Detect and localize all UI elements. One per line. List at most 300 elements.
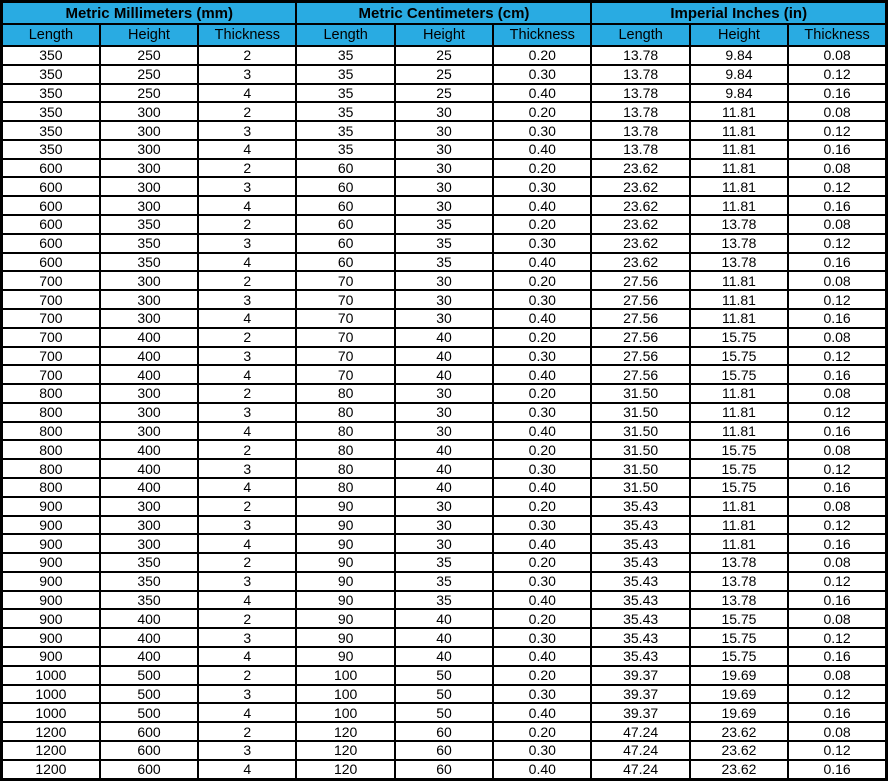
cell: 30 — [395, 102, 493, 121]
cell: 30 — [395, 403, 493, 422]
cell: 30 — [395, 177, 493, 196]
cell: 23.62 — [591, 159, 689, 178]
column-header-row — [2, 24, 887, 46]
cell: 30 — [395, 196, 493, 215]
table-row — [2, 196, 887, 215]
cell: 35 — [395, 215, 493, 234]
cell: 70 — [296, 309, 394, 328]
cell: 90 — [296, 628, 394, 647]
cell: 800 — [2, 384, 100, 403]
table-body — [2, 46, 887, 780]
cell: 2 — [198, 384, 296, 403]
cell: 35 — [296, 121, 394, 140]
col-header-in-length: Length — [591, 24, 689, 46]
cell: 4 — [198, 478, 296, 497]
cell: 13.78 — [591, 65, 689, 84]
cell: 700 — [2, 347, 100, 366]
table-row — [2, 159, 887, 178]
table-row — [2, 497, 887, 516]
cell: 15.75 — [690, 459, 788, 478]
cell: 31.50 — [591, 459, 689, 478]
cell: 80 — [296, 422, 394, 441]
cell: 0.30 — [493, 459, 591, 478]
cell: 15.75 — [690, 347, 788, 366]
table-row — [2, 666, 887, 685]
table-row — [2, 102, 887, 121]
cell: 2 — [198, 215, 296, 234]
cell: 35 — [296, 65, 394, 84]
cell: 0.08 — [788, 159, 886, 178]
table-row — [2, 591, 887, 610]
cell: 0.08 — [788, 497, 886, 516]
cell: 400 — [100, 440, 198, 459]
cell: 90 — [296, 497, 394, 516]
cell: 19.69 — [690, 703, 788, 722]
cell: 300 — [100, 159, 198, 178]
cell: 3 — [198, 121, 296, 140]
cell: 100 — [296, 703, 394, 722]
cell: 0.40 — [493, 140, 591, 159]
cell: 15.75 — [690, 628, 788, 647]
cell: 3 — [198, 685, 296, 704]
table-row — [2, 478, 887, 497]
cell: 47.24 — [591, 760, 689, 780]
table-row — [2, 609, 887, 628]
cell: 0.30 — [493, 234, 591, 253]
cell: 0.08 — [788, 553, 886, 572]
cell: 300 — [100, 290, 198, 309]
cell: 31.50 — [591, 478, 689, 497]
cell: 300 — [100, 403, 198, 422]
cell: 9.84 — [690, 46, 788, 65]
cell: 90 — [296, 609, 394, 628]
cell: 0.16 — [788, 534, 886, 553]
cell: 30 — [395, 140, 493, 159]
cell: 3 — [198, 290, 296, 309]
cell: 50 — [395, 703, 493, 722]
cell: 0.12 — [788, 403, 886, 422]
table-row — [2, 572, 887, 591]
cell: 0.12 — [788, 290, 886, 309]
cell: 4 — [198, 760, 296, 780]
cell: 800 — [2, 459, 100, 478]
cell: 30 — [395, 159, 493, 178]
cell: 0.16 — [788, 84, 886, 103]
cell: 4 — [198, 196, 296, 215]
table-row — [2, 534, 887, 553]
table-row — [2, 84, 887, 103]
cell: 0.20 — [493, 46, 591, 65]
table-row — [2, 459, 887, 478]
table-row — [2, 760, 887, 780]
cell: 0.20 — [493, 159, 591, 178]
cell: 400 — [100, 347, 198, 366]
cell: 4 — [198, 365, 296, 384]
cell: 0.16 — [788, 422, 886, 441]
cell: 40 — [395, 647, 493, 666]
cell: 13.78 — [690, 234, 788, 253]
cell: 11.81 — [690, 102, 788, 121]
cell: 300 — [100, 422, 198, 441]
cell: 25 — [395, 84, 493, 103]
cell: 35.43 — [591, 534, 689, 553]
cell: 15.75 — [690, 647, 788, 666]
cell: 400 — [100, 647, 198, 666]
cell: 0.40 — [493, 84, 591, 103]
cell: 23.62 — [690, 722, 788, 741]
cell: 4 — [198, 309, 296, 328]
cell: 2 — [198, 328, 296, 347]
cell: 13.78 — [690, 553, 788, 572]
cell: 15.75 — [690, 365, 788, 384]
cell: 19.69 — [690, 666, 788, 685]
cell: 2 — [198, 440, 296, 459]
cell: 47.24 — [591, 741, 689, 760]
cell: 700 — [2, 309, 100, 328]
cell: 40 — [395, 478, 493, 497]
cell: 4 — [198, 140, 296, 159]
cell: 3 — [198, 572, 296, 591]
cell: 23.62 — [690, 760, 788, 780]
cell: 0.40 — [493, 196, 591, 215]
cell: 0.12 — [788, 628, 886, 647]
cell: 350 — [100, 572, 198, 591]
cell: 600 — [2, 234, 100, 253]
cell: 0.20 — [493, 215, 591, 234]
cell: 900 — [2, 647, 100, 666]
cell: 1200 — [2, 741, 100, 760]
cell: 800 — [2, 422, 100, 441]
cell: 19.69 — [690, 685, 788, 704]
cell: 350 — [100, 591, 198, 610]
cell: 500 — [100, 666, 198, 685]
cell: 0.12 — [788, 347, 886, 366]
cell: 2 — [198, 666, 296, 685]
cell: 3 — [198, 403, 296, 422]
cell: 30 — [395, 516, 493, 535]
cell: 13.78 — [591, 84, 689, 103]
cell: 900 — [2, 609, 100, 628]
cell: 1000 — [2, 685, 100, 704]
cell: 500 — [100, 685, 198, 704]
cell: 11.81 — [690, 196, 788, 215]
cell: 4 — [198, 703, 296, 722]
cell: 39.37 — [591, 685, 689, 704]
cell: 0.30 — [493, 403, 591, 422]
cell: 500 — [100, 703, 198, 722]
cell: 0.20 — [493, 440, 591, 459]
cell: 0.08 — [788, 609, 886, 628]
cell: 27.56 — [591, 328, 689, 347]
cell: 3 — [198, 347, 296, 366]
col-header-cm-height: Height — [395, 24, 493, 46]
cell: 0.20 — [493, 384, 591, 403]
cell: 1200 — [2, 760, 100, 780]
cell: 35 — [296, 46, 394, 65]
table-row — [2, 271, 887, 290]
cell: 400 — [100, 478, 198, 497]
cell: 30 — [395, 534, 493, 553]
table-row — [2, 140, 887, 159]
cell: 40 — [395, 328, 493, 347]
cell: 40 — [395, 440, 493, 459]
cell: 100 — [296, 666, 394, 685]
cell: 2 — [198, 159, 296, 178]
cell: 0.12 — [788, 121, 886, 140]
cell: 700 — [2, 328, 100, 347]
cell: 0.08 — [788, 384, 886, 403]
cell: 300 — [100, 534, 198, 553]
cell: 35.43 — [591, 553, 689, 572]
cell: 27.56 — [591, 365, 689, 384]
cell: 25 — [395, 65, 493, 84]
cell: 900 — [2, 628, 100, 647]
cell: 30 — [395, 121, 493, 140]
cell: 100 — [296, 685, 394, 704]
table-row — [2, 647, 887, 666]
cell: 35.43 — [591, 516, 689, 535]
cell: 250 — [100, 84, 198, 103]
cell: 400 — [100, 609, 198, 628]
cell: 900 — [2, 497, 100, 516]
cell: 2 — [198, 46, 296, 65]
cell: 35 — [296, 140, 394, 159]
cell: 0.08 — [788, 215, 886, 234]
cell: 0.12 — [788, 234, 886, 253]
cell: 600 — [2, 253, 100, 272]
cell: 35 — [395, 553, 493, 572]
cell: 0.30 — [493, 290, 591, 309]
cell: 0.16 — [788, 647, 886, 666]
cell: 40 — [395, 609, 493, 628]
cell: 11.81 — [690, 403, 788, 422]
cell: 600 — [100, 760, 198, 780]
section-header-row — [2, 2, 887, 25]
cell: 2 — [198, 609, 296, 628]
cell: 350 — [2, 121, 100, 140]
cell: 250 — [100, 46, 198, 65]
cell: 600 — [2, 159, 100, 178]
cell: 9.84 — [690, 84, 788, 103]
table-row — [2, 440, 887, 459]
cell: 11.81 — [690, 497, 788, 516]
cell: 13.78 — [591, 121, 689, 140]
cell: 70 — [296, 328, 394, 347]
cell: 600 — [100, 722, 198, 741]
cell: 60 — [296, 196, 394, 215]
table-row — [2, 628, 887, 647]
cell: 0.08 — [788, 328, 886, 347]
cell: 0.30 — [493, 685, 591, 704]
cell: 300 — [100, 309, 198, 328]
cell: 0.40 — [493, 591, 591, 610]
table-row — [2, 290, 887, 309]
cell: 0.08 — [788, 666, 886, 685]
cell: 600 — [100, 741, 198, 760]
cell: 35 — [395, 253, 493, 272]
cell: 31.50 — [591, 440, 689, 459]
cell: 0.20 — [493, 666, 591, 685]
col-header-in-height: Height — [690, 24, 788, 46]
cell: 11.81 — [690, 290, 788, 309]
cell: 2 — [198, 271, 296, 290]
cell: 11.81 — [690, 271, 788, 290]
table-row — [2, 309, 887, 328]
cell: 70 — [296, 271, 394, 290]
cell: 90 — [296, 553, 394, 572]
cell: 0.16 — [788, 591, 886, 610]
cell: 40 — [395, 347, 493, 366]
cell: 300 — [100, 516, 198, 535]
table-row — [2, 234, 887, 253]
cell: 350 — [100, 234, 198, 253]
cell: 250 — [100, 65, 198, 84]
cell: 90 — [296, 591, 394, 610]
cell: 30 — [395, 422, 493, 441]
cell: 90 — [296, 516, 394, 535]
cell: 80 — [296, 478, 394, 497]
cell: 15.75 — [690, 609, 788, 628]
cell: 60 — [296, 159, 394, 178]
cell: 11.81 — [690, 159, 788, 178]
cell: 300 — [100, 497, 198, 516]
cell: 27.56 — [591, 271, 689, 290]
cell: 0.12 — [788, 177, 886, 196]
cell: 0.16 — [788, 703, 886, 722]
cell: 35 — [395, 591, 493, 610]
cell: 40 — [395, 459, 493, 478]
cell: 300 — [100, 177, 198, 196]
cell: 4 — [198, 647, 296, 666]
cell: 400 — [100, 328, 198, 347]
cell: 35.43 — [591, 609, 689, 628]
col-header-mm-height: Height — [100, 24, 198, 46]
cell: 35.43 — [591, 628, 689, 647]
cell: 700 — [2, 365, 100, 384]
cell: 23.62 — [591, 196, 689, 215]
cell: 0.20 — [493, 271, 591, 290]
cell: 15.75 — [690, 478, 788, 497]
cell: 0.30 — [493, 516, 591, 535]
cell: 11.81 — [690, 177, 788, 196]
table-row — [2, 365, 887, 384]
cell: 0.16 — [788, 253, 886, 272]
cell: 0.40 — [493, 309, 591, 328]
cell: 800 — [2, 478, 100, 497]
col-header-cm-thickness: Thickness — [493, 24, 591, 46]
cell: 11.81 — [690, 384, 788, 403]
cell: 35 — [395, 234, 493, 253]
cell: 31.50 — [591, 403, 689, 422]
cell: 35 — [296, 102, 394, 121]
table-row — [2, 553, 887, 572]
cell: 3 — [198, 459, 296, 478]
cell: 0.40 — [493, 422, 591, 441]
cell: 11.81 — [690, 534, 788, 553]
cell: 0.40 — [493, 365, 591, 384]
cell: 0.40 — [493, 478, 591, 497]
section-title-cm: Metric Centimeters (cm) — [296, 2, 591, 25]
cell: 0.08 — [788, 271, 886, 290]
cell: 600 — [2, 177, 100, 196]
cell: 0.30 — [493, 177, 591, 196]
cell: 2 — [198, 497, 296, 516]
table-row — [2, 722, 887, 741]
cell: 400 — [100, 459, 198, 478]
cell: 80 — [296, 384, 394, 403]
cell: 30 — [395, 290, 493, 309]
cell: 70 — [296, 365, 394, 384]
cell: 0.30 — [493, 572, 591, 591]
cell: 0.16 — [788, 760, 886, 780]
cell: 600 — [2, 215, 100, 234]
table-row — [2, 65, 887, 84]
table-row — [2, 403, 887, 422]
cell: 4 — [198, 534, 296, 553]
cell: 11.81 — [690, 121, 788, 140]
cell: 0.30 — [493, 741, 591, 760]
cell: 11.81 — [690, 309, 788, 328]
cell: 31.50 — [591, 384, 689, 403]
cell: 0.30 — [493, 347, 591, 366]
cell: 0.08 — [788, 722, 886, 741]
cell: 400 — [100, 628, 198, 647]
cell: 60 — [296, 215, 394, 234]
table-row — [2, 516, 887, 535]
cell: 13.78 — [591, 102, 689, 121]
cell: 4 — [198, 84, 296, 103]
cell: 0.12 — [788, 741, 886, 760]
col-header-mm-length: Length — [2, 24, 100, 46]
table-row — [2, 685, 887, 704]
table-row — [2, 741, 887, 760]
cell: 60 — [296, 253, 394, 272]
cell: 0.16 — [788, 140, 886, 159]
cell: 60 — [296, 177, 394, 196]
cell: 15.75 — [690, 440, 788, 459]
cell: 300 — [100, 140, 198, 159]
cell: 0.30 — [493, 65, 591, 84]
cell: 25 — [395, 46, 493, 65]
cell: 350 — [2, 102, 100, 121]
table-row — [2, 46, 887, 65]
cell: 800 — [2, 440, 100, 459]
cell: 27.56 — [591, 290, 689, 309]
cell: 50 — [395, 666, 493, 685]
table-row — [2, 384, 887, 403]
cell: 40 — [395, 628, 493, 647]
cell: 30 — [395, 497, 493, 516]
table-row — [2, 177, 887, 196]
cell: 11.81 — [690, 422, 788, 441]
cell: 4 — [198, 253, 296, 272]
cell: 350 — [2, 84, 100, 103]
cell: 2 — [198, 553, 296, 572]
cell: 0.16 — [788, 365, 886, 384]
cell: 60 — [395, 741, 493, 760]
cell: 1000 — [2, 703, 100, 722]
cell: 60 — [296, 234, 394, 253]
cell: 0.20 — [493, 102, 591, 121]
cell: 39.37 — [591, 666, 689, 685]
cell: 90 — [296, 647, 394, 666]
cell: 80 — [296, 403, 394, 422]
table-row — [2, 215, 887, 234]
cell: 120 — [296, 760, 394, 780]
cell: 0.20 — [493, 722, 591, 741]
cell: 23.62 — [591, 234, 689, 253]
cell: 90 — [296, 572, 394, 591]
